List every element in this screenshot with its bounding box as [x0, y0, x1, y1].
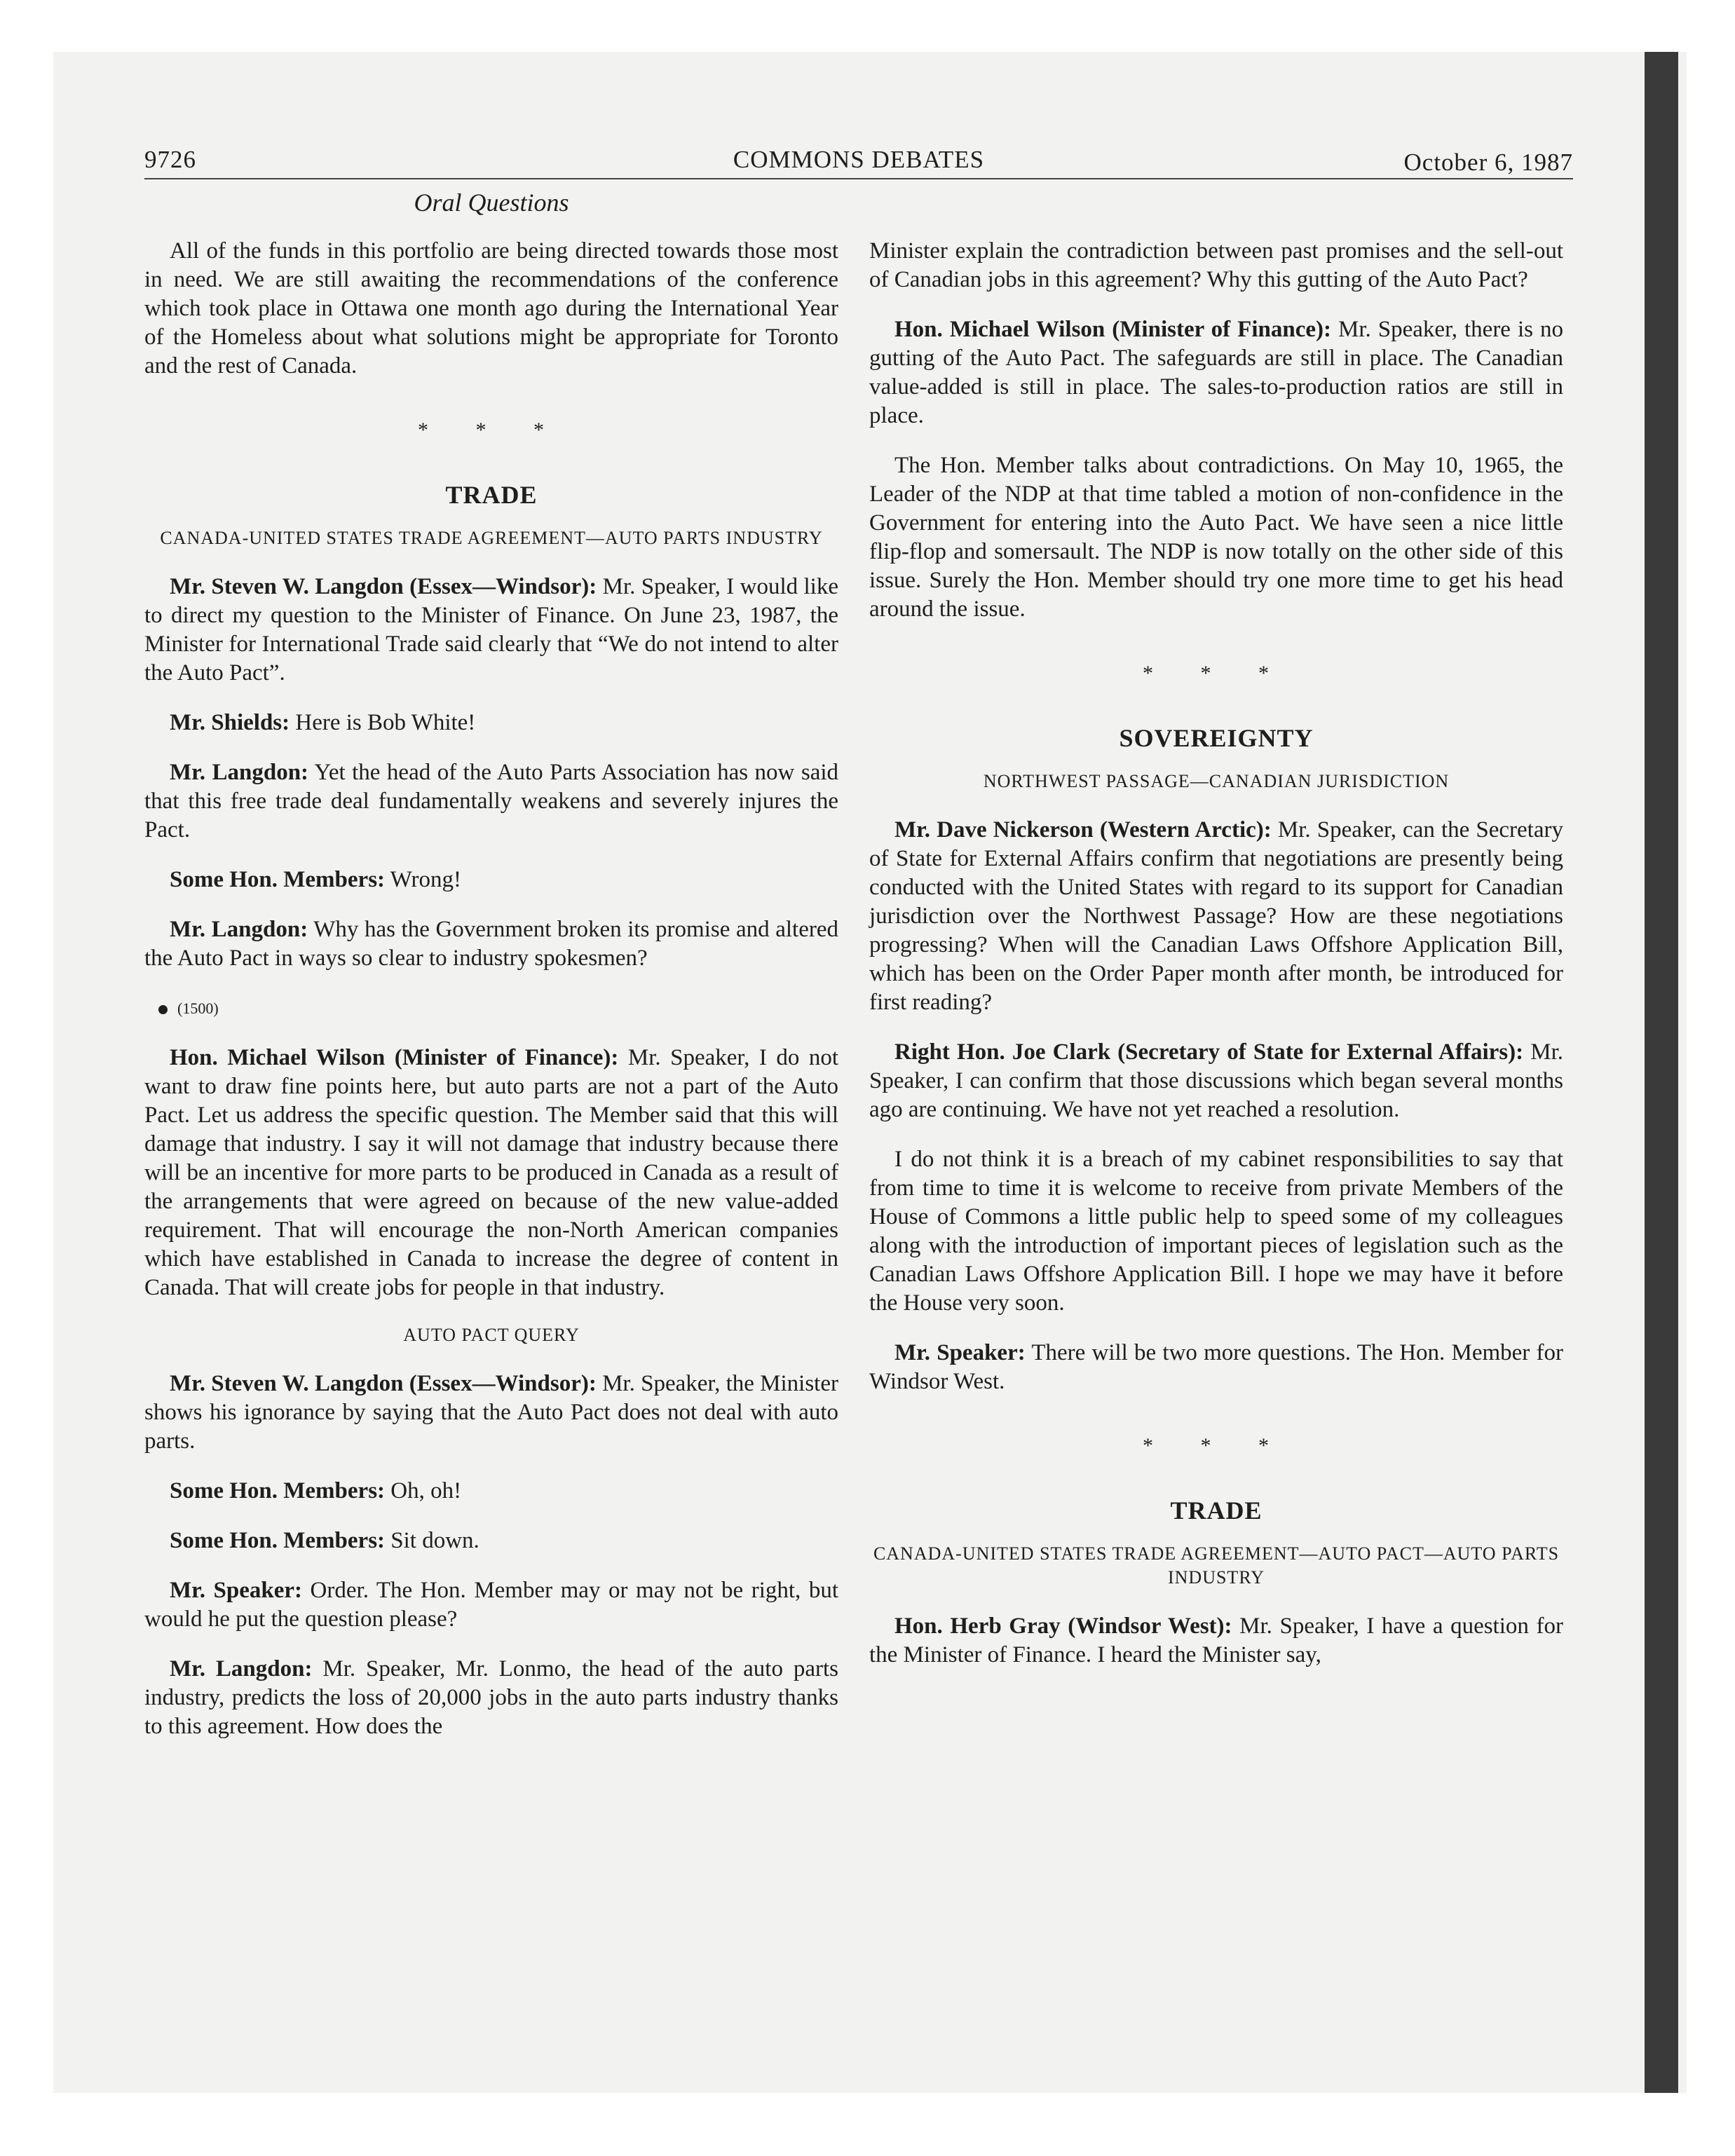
speaker-name: Right Hon. Joe Clark (Secretary of State for External Affairs): [894, 1039, 1524, 1065]
speaker-name: Mr. Steven W. Langdon (Essex—Windsor): [170, 574, 597, 599]
left-column [144, 237, 838, 1762]
speech [144, 1370, 838, 1456]
section-title: SOVEREIGNTY [1119, 724, 1314, 752]
subheading: AUTO PACT QUERY [403, 1325, 580, 1345]
speaker-name: Mr. Speaker: [170, 1578, 303, 1603]
page-number: 9726 [144, 146, 196, 173]
speech [144, 866, 838, 894]
subheading: NORTHWEST PASSAGE—CANADIAN JURISDICTION [983, 771, 1450, 791]
speech-text: There will be two more questions. The Hon. Member for Windsor West. [869, 1340, 1563, 1394]
speech [869, 1038, 1563, 1124]
speech-text: Mr. Speaker, I have a question for the Minister of Finance. I heard the Minister say, [869, 1613, 1563, 1667]
right-column [869, 237, 1563, 1691]
speech-text: Why has the Government broken its promise and altered the Auto Pact in ways so clear to industry spokesmen? [144, 917, 838, 971]
speech [869, 1339, 1563, 1396]
section-title: TRADE [445, 481, 538, 509]
speech-text: Mr. Speaker, I would like to direct my question to the Minister of Finance. On June 23, 1987, the Minister for International Trade said clearly that “We do not intend to alter the Auto Pact”. [144, 574, 838, 685]
speech [144, 1576, 838, 1634]
subheading: CANADA-UNITED STATES TRADE AGREEMENT—AUTO PARTS INDUSTRY [160, 528, 823, 548]
speech-text: Mr. Speaker, I do not want to draw fine points here, but auto parts are not a part of the Auto Pact. Let us address the specific question. The Member said that this will damage that industry. I say it will not damage that industry because there will be an incentive for more parts to be produced in Canada as a result of the arrangements that were agreed on because of the new value-added requirement. That will encourage the non-North American companies which have established in Canada to increase the degree of content in Canada. That will create jobs for people in that industry. [144, 1045, 838, 1300]
time-mark-text: (1500) [177, 999, 219, 1017]
speech-text: Yet the head of the Auto Parts Association has now said that this free trade deal fundamentally weakens and severely injures the Pact. [144, 760, 839, 842]
speaker-name: Mr. Langdon: [170, 917, 308, 942]
scan-edge-bar [1645, 52, 1678, 2093]
speech-text: Mr. Speaker, the Minister shows his ignorance by saying that the Auto Pact does not deal with auto parts. [144, 1371, 838, 1454]
speech-text: Sit down. [385, 1528, 479, 1553]
section-separator: * * * [418, 418, 565, 442]
speaker-name: Mr. Steven W. Langdon (Essex—Windsor): [170, 1371, 597, 1396]
speaker-name: Hon. Herb Gray (Windsor West): [894, 1613, 1232, 1639]
speech-text: Oh, oh! [385, 1478, 462, 1503]
speaker-name: Some Hon. Members: [170, 1478, 386, 1503]
speech-text: Mr. Speaker, I can confirm that those discussions which began several months ago are continuing. We have not yet reached a resolution. [869, 1039, 1563, 1122]
speech-text: Mr. Speaker, can the Secretary of State for External Affairs confirm that negotiations are presently being conducted with the United States with regard to its support for Canadian jurisdiction over the Northwest Passage? How are these negotiations progressing? When will the Canadian Laws Offshore Application Bill, which has been on the Order Paper month after month, be introduced for first reading? [869, 817, 1563, 1015]
speech [144, 1655, 838, 1741]
speech [869, 1612, 1563, 1670]
speaker-name: Some Hon. Members: [170, 1528, 386, 1553]
speech [869, 315, 1563, 430]
speech [144, 1044, 838, 1302]
speech-text: Mr. Speaker, Mr. Lonmo, the head of the auto parts industry, predicts the loss of 20,000 jobs in the auto parts industry thanks to this agreement. How does the [144, 1656, 839, 1739]
speaker-name: Mr. Shields: [170, 710, 290, 735]
speech [144, 915, 838, 973]
speech-text: Mr. Speaker, there is no gutting of the Auto Pact. The safeguards are still in place. The Canadian value-added is still in place. The sales-to-production ratios are still in place. [869, 317, 1563, 428]
publication-date: October 6, 1987 [1403, 149, 1573, 176]
speaker-name: Mr. Langdon: [170, 1656, 313, 1681]
speaker-name: Mr. Dave Nickerson (Western Arctic): [894, 817, 1272, 842]
speech-text: Here is Bob White! [290, 710, 476, 735]
subheading: CANADA-UNITED STATES TRADE AGREEMENT—AUTO PACT—AUTO PARTS INDUSTRY [873, 1543, 1560, 1588]
page-header [144, 137, 1573, 179]
paragraph: I do not think it is a breach of my cabinet responsibilities to say that from time to time it is welcome to receive from private Members of the House of Commons a little public help to speed some of my colleagues along with the introduction of important pieces of legislation such as the Canadian Laws Offshore Application Bill. I hope we may have it before the House very soon. [869, 1147, 1563, 1316]
speech [144, 1477, 838, 1506]
publication-title: COMMONS DEBATES [733, 146, 985, 173]
time-mark [144, 994, 838, 1023]
speech [869, 816, 1563, 1017]
section-title: TRADE [1170, 1496, 1263, 1524]
speaker-name: Mr. Langdon: [170, 760, 309, 785]
paragraph: Minister explain the contradiction between past promises and the sell-out of Canadian jobs in this agreement? Why this gutting of the Auto Pact? [869, 238, 1563, 292]
speech [144, 1527, 838, 1555]
speech [144, 573, 838, 688]
bullet-icon [158, 1005, 168, 1014]
speech-text: Order. The Hon. Member may or may not be right, but would he put the question please? [144, 1578, 838, 1632]
speech-text: Wrong! [385, 867, 461, 892]
speaker-name: Mr. Speaker: [894, 1340, 1026, 1365]
speaker-name: Some Hon. Members: [170, 867, 386, 892]
running-head: Oral Questions [414, 189, 569, 217]
speech [144, 709, 838, 737]
speech [144, 758, 838, 845]
speaker-name: Hon. Michael Wilson (Minister of Finance): [894, 317, 1331, 342]
section-separator: * * * [1143, 662, 1290, 685]
speaker-name: Hon. Michael Wilson (Minister of Finance): [170, 1045, 619, 1070]
section-separator: * * * [1143, 1434, 1290, 1457]
paragraph: All of the funds in this portfolio are being directed towards those most in need. We are still awaiting the recommendations of the conference which took place in Ottawa one month ago during the International Year of the Homeless about what solutions might be appropriate for Toronto and the rest of Canada. [144, 238, 838, 378]
paragraph: The Hon. Member talks about contradictions. On May 10, 1965, the Leader of the NDP at that time tabled a motion of non-confidence in the Government for entering into the Auto Pact. We have seen a nice little flip-flop and somersault. The NDP is now totally on the other side of this issue. Surely the Hon. Member should try one more time to get his head around the issue. [869, 453, 1563, 622]
